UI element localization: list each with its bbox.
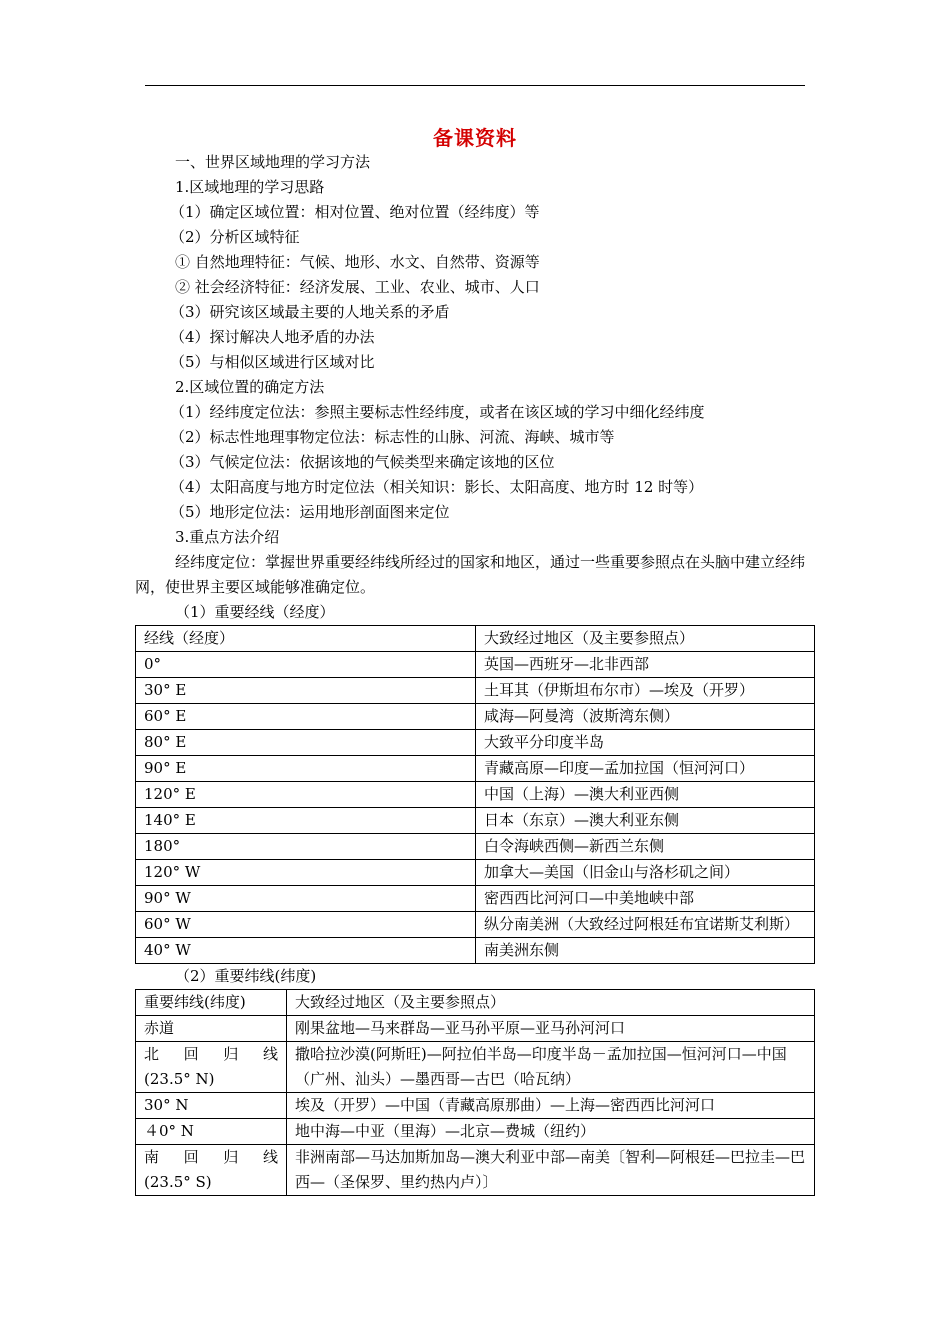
table-cell: 白令海峡西侧—新西兰东侧 [476,834,815,860]
latitude-value: (23.5° N) [144,1070,215,1088]
table-cell [136,1145,287,1196]
table-cell: 180° [136,834,476,860]
table-cell: 大致平分印度半岛 [476,730,815,756]
table-cell: 30° N [136,1093,287,1119]
table-caption: （1）重要经线（经度） [175,603,335,621]
table-header-cell: 经线（经度） [136,626,476,652]
table-cell: 0° [136,652,476,678]
table-cell: 南美洲东侧 [476,938,815,964]
list-item: （1）经纬度定位法：参照主要标志性经纬度，或者在该区域的学习中细化经纬度 [170,403,705,421]
table-cell: 英国—西班牙—北非西部 [476,652,815,678]
table-cell: 地中海—中亚（里海）—北京—费城（纽约） [287,1119,815,1145]
table-row [136,860,815,886]
table-cell: 140° E [136,808,476,834]
subsection-heading: 2.区域位置的确定方法 [175,378,325,396]
table-cell: 30° E [136,678,476,704]
table-cell: 咸海—阿曼湾（波斯湾东侧） [476,704,815,730]
table-row [136,652,815,678]
table-header-row [136,626,815,652]
table-row [136,704,815,730]
table-row [136,1119,815,1145]
table-cell: 纵分南美洲（大致经过阿根廷布宜诺斯艾利斯） [476,912,815,938]
list-item: （2）标志性地理事物定位法：标志性的山脉、河流、海峡、城市等 [170,428,615,446]
table-row [136,1145,815,1196]
table-cell: 90° W [136,886,476,912]
table-row [136,808,815,834]
table-cell: 120° W [136,860,476,886]
list-item: （5）与相似区域进行区域对比 [170,353,375,371]
table-cell: 90° E [136,756,476,782]
latitude-name: 北 回 归 线 [144,1045,278,1063]
table-row [136,782,815,808]
table-row [136,886,815,912]
table-cell: 中国（上海）—澳大利亚西侧 [476,782,815,808]
table-cell: 40° W [136,938,476,964]
table-cell: 60° W [136,912,476,938]
table-header-cell: 大致经过地区（及主要参照点） [476,626,815,652]
list-item: （1）确定区域位置：相对位置、绝对位置（经纬度）等 [170,203,540,221]
document-body [135,150,815,1196]
table-cell: 埃及（开罗）—中国（青藏高原那曲）—上海—密西西比河河口 [287,1093,815,1119]
table-cell: 日本（东京）—澳大利亚东侧 [476,808,815,834]
table-cell: 非洲南部—马达加斯加岛—澳大利亚中部—南美〔智利—阿根廷—巴拉圭—巴西—（圣保罗、里约热内卢）〕 [287,1145,815,1196]
list-item: （5）地形定位法：运用地形剖面图来定位 [170,503,450,521]
table-header-row [136,990,815,1016]
table-cell: 加拿大—美国（旧金山与洛杉矶之间） [476,860,815,886]
latitude-value: (23.5° S) [144,1173,212,1191]
table-caption: （2）重要纬线(纬度) [175,967,317,985]
subsection-heading: 1.区域地理的学习思路 [175,178,325,196]
table-cell: 赤道 [136,1016,287,1042]
table-cell [136,1042,287,1093]
table-cell: 120° E [136,782,476,808]
table-row [136,834,815,860]
page-title: 备课资料 [433,126,517,150]
table-cell: 60° E [136,704,476,730]
table-cell: 撒哈拉沙漠(阿斯旺)—阿拉伯半岛—印度半岛－孟加拉国—恒河河口—中国（广州、汕头）—墨西哥—古巴（哈瓦纳） [287,1042,815,1093]
list-item: （4）探讨解决人地矛盾的办法 [170,328,375,346]
table-row [136,1042,815,1093]
table-row [136,938,815,964]
table-row [136,1016,815,1042]
parallel-table [135,989,815,1196]
header-rule [145,85,805,86]
list-subitem: ① 自然地理特征：气候、地形、水文、自然带、资源等 [175,253,540,271]
list-item: （4）太阳高度与地方时定位法（相关知识：影长、太阳高度、地方时 12 时等） [170,478,704,496]
table-cell: 刚果盆地—马来群岛—亚马孙平原—亚马孙河河口 [287,1016,815,1042]
table-row [136,1093,815,1119]
table-cell: 土耳其（伊斯坦布尔市）—埃及（开罗） [476,678,815,704]
list-item: （2）分析区域特征 [170,228,300,246]
list-item: （3）气候定位法：依据该地的气候类型来确定该地的区位 [170,453,555,471]
table-cell: 80° E [136,730,476,756]
table-row [136,730,815,756]
table-row [136,756,815,782]
list-subitem: ② 社会经济特征：经济发展、工业、农业、城市、人口 [175,278,540,296]
table-cell: 密西西比河河口—中美地峡中部 [476,886,815,912]
table-row [136,912,815,938]
subsection-heading: 3.重点方法介绍 [175,528,280,546]
section-heading: 一、世界区域地理的学习方法 [175,153,371,171]
meridian-table [135,625,815,964]
latitude-name: 南 回 归 线 [144,1148,278,1166]
paragraph: 经纬度定位：掌握世界重要经纬线所经过的国家和地区，通过一些重要参照点在头脑中建立经纬网，使世界主要区域能够准确定位。 [135,553,806,596]
list-item: （3）研究该区域最主要的人地关系的矛盾 [170,303,450,321]
table-row [136,678,815,704]
table-cell: 青藏高原—印度—孟加拉国（恒河河口） [476,756,815,782]
table-header-cell: 大致经过地区（及主要参照点） [287,990,815,1016]
table-cell: ４0° N [136,1119,287,1145]
table-header-cell: 重要纬线(纬度) [136,990,287,1016]
